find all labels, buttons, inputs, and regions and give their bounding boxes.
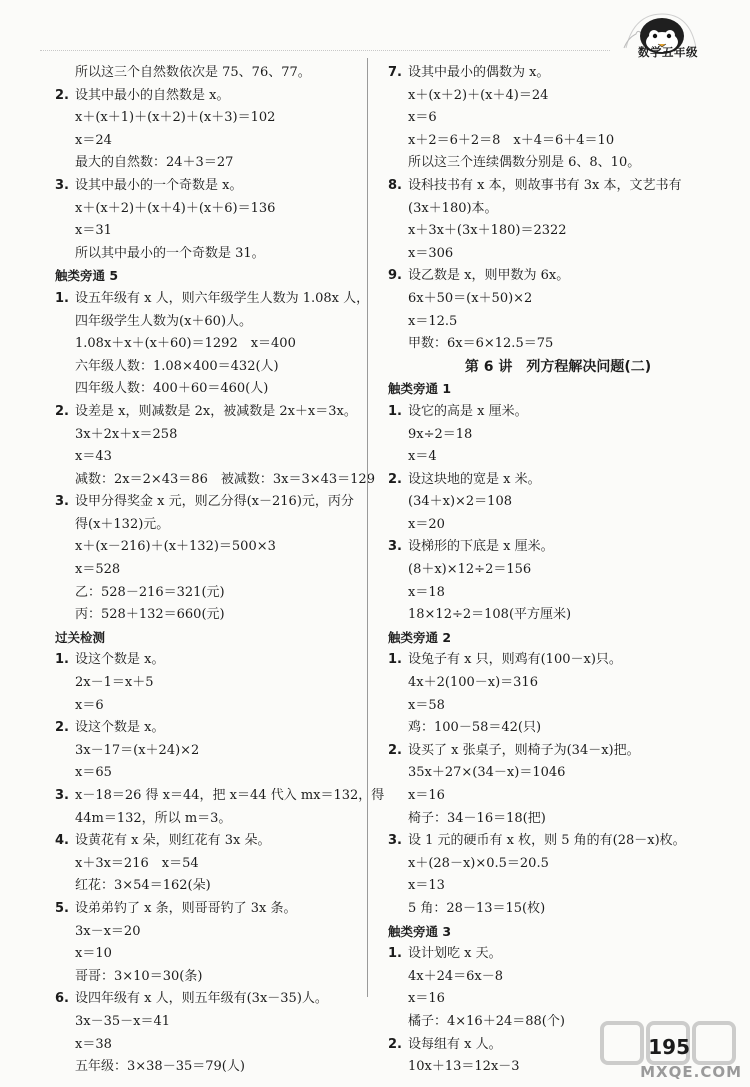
line-text: 设其中最小的一个奇数是 x。: [75, 177, 243, 193]
line-text: 35x＋27×(34－x)＝1046: [408, 765, 566, 781]
answer-line: [388, 966, 708, 989]
answer-line: [55, 107, 355, 130]
answer-line: [388, 311, 708, 334]
answer-line: [388, 198, 708, 221]
item-number: 1.: [55, 652, 69, 668]
answer-line: [388, 898, 708, 921]
line-text: 设计划吃 x 天。: [408, 946, 502, 962]
answer-line: [55, 469, 375, 492]
line-text: 2x－1＝x＋5: [75, 675, 154, 691]
item-number: 3.: [388, 833, 402, 849]
answer-line: [55, 424, 355, 447]
line-text: x＝58: [408, 697, 445, 713]
answer-item: [55, 175, 355, 198]
line-text: x＝31: [75, 223, 112, 239]
line-text: x＋2＝6＋2＝8 x＋4＝6＋4＝10: [408, 132, 615, 148]
line-text: 最大的自然数：24＋3＝27: [75, 155, 234, 171]
item-number: 1.: [55, 290, 69, 306]
answer-line: [388, 988, 708, 1011]
line-text: 丙：528＋132＝660(元): [75, 607, 225, 623]
item-number: 4.: [55, 833, 69, 849]
line-text: x＋3x＋(3x＋180)＝2322: [408, 223, 567, 239]
answer-line: [388, 875, 708, 898]
line-text: 18×12÷2＝108(平方厘米): [408, 607, 572, 623]
line-text: 设甲分得奖金 x 元，则乙分得(x－216)元，丙分: [75, 494, 354, 510]
grade-badge: 数学五年级: [638, 45, 698, 59]
line-text: x＝306: [408, 245, 454, 261]
line-text: 设科技书有 x 本，则故事书有 3x 本，文艺书有: [408, 177, 682, 193]
answer-line: [55, 1034, 355, 1057]
line-text: 4x＋24＝6x－8: [408, 968, 504, 984]
answer-line: [55, 808, 355, 831]
answer-line: [55, 514, 355, 537]
answer-line: [388, 107, 708, 130]
item-number: 6.: [55, 991, 69, 1007]
column-divider: [367, 58, 368, 997]
answer-item: [388, 401, 708, 424]
line-text: 红花：3×54＝162(朵): [75, 878, 211, 894]
line-text: x＝10: [75, 946, 112, 962]
item-number: 3.: [55, 177, 69, 193]
item-number: 8.: [388, 177, 402, 193]
answer-item: [55, 717, 355, 740]
watermark-text: MXQE.COM: [640, 1063, 742, 1081]
line-text: x＝16: [408, 991, 445, 1007]
answer-item: [55, 401, 355, 424]
line-text: 设它的高是 x 厘米。: [408, 403, 528, 419]
lesson-title: 第 6 讲 列方程解决问题(二): [464, 358, 652, 375]
answer-line: [55, 311, 355, 334]
line-text: 设买了 x 张桌子，则椅子为(34－x)把。: [408, 742, 640, 758]
line-text: x＝13: [408, 878, 445, 894]
answer-line: [388, 853, 708, 876]
answer-line: [388, 762, 708, 785]
section-heading: 过关检测: [55, 629, 106, 645]
line-text: x＋(x－216)＋(x＋132)＝500×3: [75, 539, 276, 555]
line-text: (34＋x)×2＝108: [408, 494, 512, 510]
answer-line: [55, 853, 355, 876]
answer-line: [55, 356, 355, 379]
section-heading: 触类旁通 3: [388, 923, 452, 939]
answer-item: [55, 785, 385, 808]
section-heading: 触类旁通 5: [55, 268, 119, 284]
line-text: 乙：528－216＝321(元): [75, 584, 225, 600]
answer-line: [388, 243, 708, 266]
answer-item: [55, 491, 355, 514]
answer-line: [55, 582, 355, 605]
line-text: 甲数：6x＝6×12.5＝75: [408, 336, 554, 352]
item-number: 3.: [55, 494, 69, 510]
answer-line: [55, 130, 355, 153]
line-text: 鸡：100－58＝42(只): [408, 720, 542, 736]
item-number: 2.: [388, 471, 402, 487]
answer-item: [55, 830, 355, 853]
item-number: 9.: [388, 268, 402, 284]
answer-item: [388, 62, 708, 85]
line-text: 1.08x＋x＋(x＋60)＝1292 x＝400: [75, 336, 296, 352]
line-text: 设这个数是 x。: [75, 652, 165, 668]
line-text: x＋(x＋2)＋(x＋4)＋(x＋6)＝136: [75, 200, 276, 216]
line-text: 6x＋50＝(x＋50)×2: [408, 290, 533, 306]
answer-line: [388, 717, 708, 740]
item-number: 2.: [388, 742, 402, 758]
answer-line: [55, 62, 355, 85]
item-number: 2.: [55, 720, 69, 736]
line-text: x＝528: [75, 562, 121, 578]
answer-line: [55, 695, 355, 718]
line-text: x＝6: [408, 110, 437, 126]
answer-line: [55, 921, 355, 944]
line-text: x－18＝26 得 x＝44，把 x＝44 代入 mx＝132，得: [75, 788, 385, 803]
answer-line: [55, 943, 355, 966]
left-column: [55, 62, 385, 1079]
line-text: 设乙数是 x，则甲数为 6x。: [408, 268, 570, 284]
answer-line: [55, 1011, 355, 1034]
line-text: 五年级：3×38－35＝79(人): [75, 1059, 245, 1075]
answer-line: [55, 966, 355, 989]
answer-line: [388, 85, 708, 108]
line-text: x＋(28－x)×0.5＝20.5: [408, 855, 549, 871]
line-text: (8＋x)×12÷2＝156: [408, 562, 532, 578]
line-text: 设弟弟钓了 x 条，则哥哥钓了 3x 条。: [75, 900, 297, 916]
answer-item: [388, 740, 708, 763]
answer-line: [55, 243, 355, 266]
line-text: 设四年级有 x 人，则五年级有(3x－35)人。: [75, 991, 328, 1007]
answer-line: [55, 536, 355, 559]
answer-line: [388, 695, 708, 718]
line-text: 所以这三个自然数依次是 75、76、77。: [75, 65, 311, 80]
line-text: x＝16: [408, 788, 445, 803]
answer-item: [388, 943, 708, 966]
answer-item: [388, 536, 708, 559]
answer-line: [388, 446, 708, 469]
line-text: 5 角：28－13＝15(枚): [408, 900, 546, 916]
line-text: x＋(x＋2)＋(x＋4)＝24: [408, 87, 549, 103]
line-text: 设梯形的下底是 x 厘米。: [408, 539, 554, 555]
line-text: x＝38: [75, 1036, 112, 1052]
item-number: 2.: [55, 403, 69, 419]
line-text: 所以这三个连续偶数分别是 6、8、10。: [408, 155, 641, 171]
line-text: 3x－35－x＝41: [75, 1013, 171, 1029]
answer-line: [388, 582, 708, 605]
line-text: 设五年级有 x 人，则六年级学生人数为 1.08x 人，: [75, 290, 370, 306]
line-text: x＝65: [75, 765, 112, 781]
line-text: 减数：2x＝2×43＝86 被减数：3x＝3×43＝129: [75, 471, 375, 487]
line-text: 所以其中最小的一个奇数是 31。: [75, 245, 265, 261]
header-rule: [40, 50, 610, 51]
answer-item: [55, 988, 355, 1011]
item-number: 2.: [55, 87, 69, 103]
section-heading: 触类旁通 1: [388, 381, 452, 397]
line-text: x＝6: [75, 697, 104, 713]
line-text: 3x－17＝(x＋24)×2: [75, 742, 200, 758]
line-text: 哥哥：3×10＝30(条): [75, 968, 203, 984]
answer-line: [388, 514, 708, 537]
item-number: 1.: [388, 946, 402, 962]
right-column: [388, 62, 708, 1079]
answer-item: [55, 85, 355, 108]
item-number: 3.: [55, 788, 69, 803]
item-number: 5.: [55, 900, 69, 916]
line-text: 设其中最小的自然数是 x。: [75, 87, 230, 103]
line-text: 44m＝132，所以 m＝3。: [75, 810, 232, 826]
line-text: 得(x＋132)元。: [75, 516, 170, 532]
answer-item: [388, 830, 708, 853]
line-text: 六年级人数：1.08×400＝432(人): [75, 358, 279, 374]
answer-line: [55, 378, 355, 401]
line-text: x＝12.5: [408, 313, 458, 329]
answer-line: [55, 740, 355, 763]
line-text: 椅子：34－16＝18(把): [408, 810, 546, 826]
line-text: 3x－x＝20: [75, 923, 141, 939]
line-text: x＝18: [408, 584, 445, 600]
answer-item: [388, 175, 708, 198]
answer-line: [388, 559, 708, 582]
answer-item: [55, 288, 370, 311]
line-text: (3x＋180)本。: [408, 200, 498, 216]
answer-line: [55, 333, 355, 356]
item-number: 1.: [388, 652, 402, 668]
answer-line: [388, 288, 708, 311]
item-number: 7.: [388, 65, 402, 80]
line-text: x＋(x＋1)＋(x＋2)＋(x＋3)＝102: [75, 110, 276, 126]
answer-line: [55, 1056, 355, 1079]
line-text: x＝20: [408, 516, 445, 532]
answer-item: [55, 649, 355, 672]
answer-item: [388, 265, 708, 288]
line-text: 设 1 元的硬币有 x 枚，则 5 角的有(28－x)枚。: [408, 833, 686, 849]
section-heading: 触类旁通 2: [388, 629, 452, 645]
line-text: 设其中最小的偶数为 x。: [408, 65, 550, 80]
line-text: 橘子：4×16＋24＝88(个): [408, 1013, 565, 1029]
answer-line: [55, 875, 355, 898]
line-text: 四年级学生人数为(x＋60)人。: [75, 313, 253, 329]
line-text: 四年级人数：400＋60＝460(人): [75, 381, 269, 397]
item-number: 3.: [388, 539, 402, 555]
answer-line: [388, 130, 708, 153]
line-text: 设这个数是 x。: [75, 720, 165, 736]
line-text: 9x÷2＝18: [408, 426, 473, 442]
line-text: 3x＋2x＋x＝258: [75, 426, 178, 442]
answer-line: [388, 220, 708, 243]
item-number: 1.: [388, 403, 402, 419]
answer-line: [388, 152, 708, 175]
line-text: x＋3x＝216 x＝54: [75, 855, 199, 871]
item-number: 2.: [388, 1036, 402, 1052]
line-text: 设兔子有 x 只，则鸡有(100－x)只。: [408, 652, 622, 668]
answer-line: [55, 762, 355, 785]
answer-line: [388, 333, 708, 356]
answer-line: [388, 785, 708, 808]
line-text: x＝43: [75, 449, 112, 465]
answer-item: [388, 469, 708, 492]
answer-item: [388, 649, 708, 672]
line-text: 10x＋13＝12x－3: [408, 1059, 520, 1075]
line-text: 4x＋2(100－x)＝316: [408, 675, 538, 691]
page-number: 195: [648, 1035, 690, 1059]
line-text: x＝4: [408, 449, 437, 465]
answer-line: [388, 808, 708, 831]
answer-line: [55, 446, 355, 469]
line-text: 设差是 x，则减数是 2x，被减数是 2x＋x＝3x。: [75, 403, 357, 419]
answer-line: [55, 672, 355, 695]
answer-line: [388, 604, 708, 627]
line-text: 设这块地的宽是 x 米。: [408, 471, 541, 487]
answer-line: [55, 604, 355, 627]
line-text: x＝24: [75, 132, 112, 148]
answer-line: [388, 672, 708, 695]
answer-item: [55, 898, 355, 921]
answer-line: [55, 559, 355, 582]
line-text: 设黄花有 x 朵，则红花有 3x 朵。: [75, 833, 271, 849]
answer-line: [388, 491, 708, 514]
answer-line: [55, 152, 355, 175]
line-text: 设每组有 x 人。: [408, 1036, 502, 1052]
answer-line: [55, 220, 355, 243]
answer-line: [55, 198, 355, 221]
answer-line: [388, 424, 708, 447]
